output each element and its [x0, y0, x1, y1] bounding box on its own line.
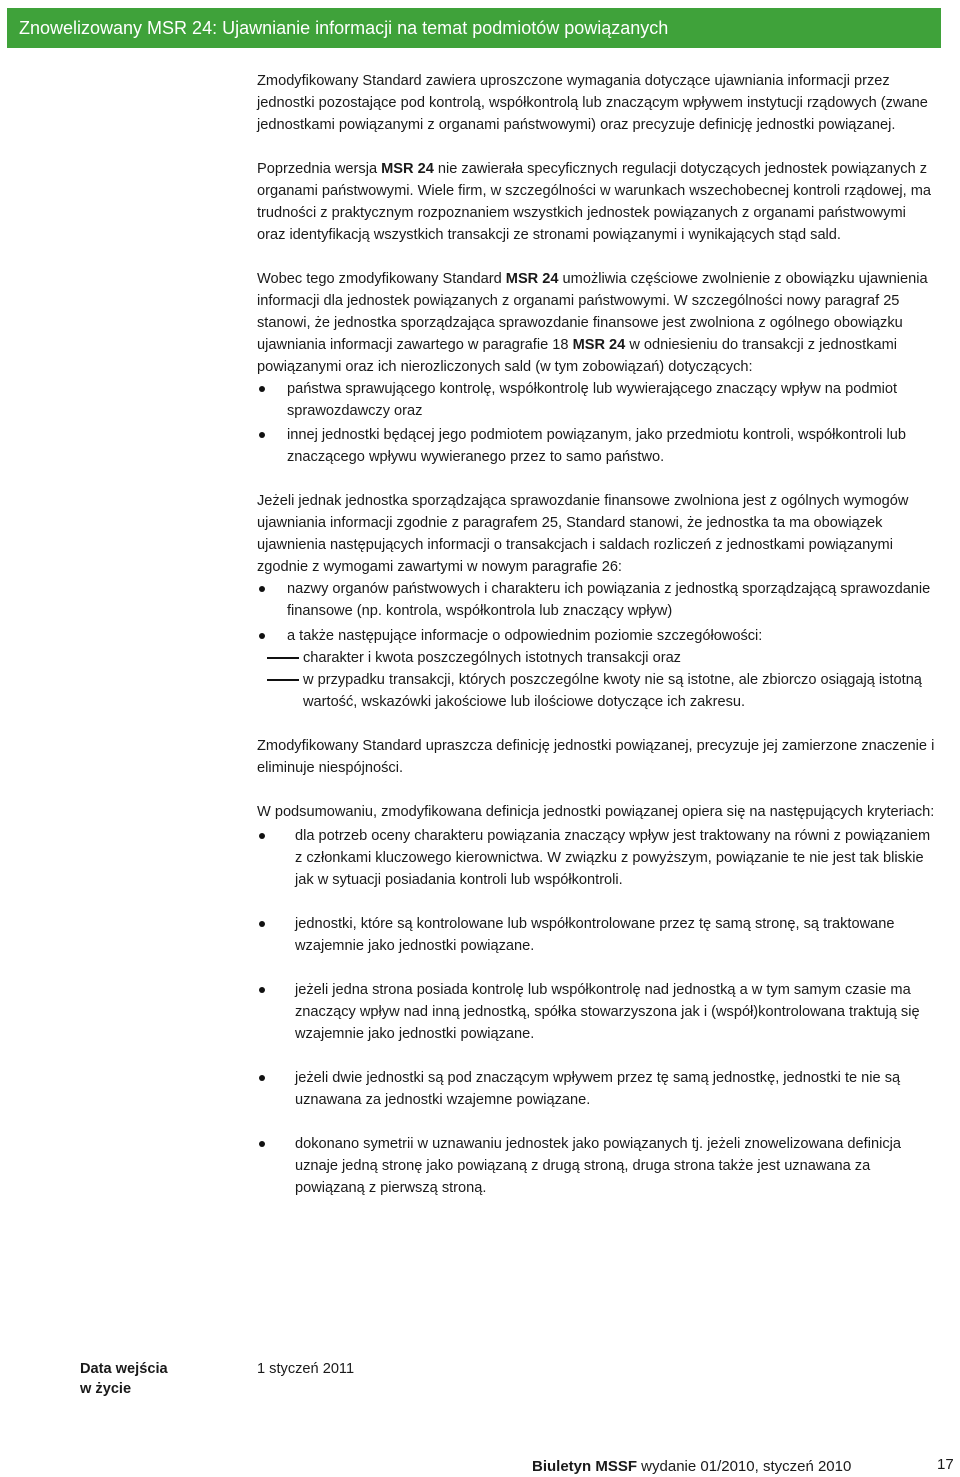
list-item: innej jednostki będącej jego podmiotem powiązanym, jako przedmiotu kontroli, współkontroli lub znaczącego wpływu wywieranego przez to samo państwo. [257, 424, 937, 468]
list-item: dla potrzeb oceny charakteru powiązania znaczący wpływ jest traktowany na równi z powiązaniem z członkami kluczowego kierownictwa. W związku z powyższym, powiązanie te nie jest tak bliskie jak w sytuacji posiadania kontroli lub współkontroli. [257, 825, 937, 891]
footer-edition: wydanie 01/2010, styczeń 2010 [637, 1458, 852, 1475]
page-title: Znowelizowany MSR 24: Ujawnianie informacji na temat podmiotów powiązanych [19, 18, 669, 38]
dash-item: charakter i kwota poszczególnych istotnych transakcji oraz [257, 647, 937, 669]
list-item: a także następujące informacje o odpowiednim poziomie szczegółowości: [257, 625, 937, 647]
list-item: dokonano symetrii w uznawaniu jednostek jako powiązanych tj. jeżeli znowelizowana definicja uznaje jedną stronę jako powiązaną z drugą stroną, druga strona także jest uznawana za powiązaną z pierwszą stroną. [257, 1133, 937, 1199]
paragraph-intro: Zmodyfikowany Standard zawiera uproszczone wymagania dotyczące ujawniania informacji przez jednostki pozostające pod kontrolą, współkontrolą lub znaczącym wpływem instytucji rządowych (zwane jednostkami powiązanymi z organami państwowymi) oraz precyzuje definicję jednostki powiązanej. [257, 73, 928, 133]
list-item: nazwy organów państwowych i charakteru ich powiązania z jednostką sporządzającą sprawozdanie finansowe (np. kontrola, współkontrola lub znaczący wpływ) [257, 578, 937, 622]
page-header [7, 8, 941, 48]
paragraph-summary: W podsumowaniu, zmodyfikowana definicja jednostki powiązanej opiera się na następujących kryteriach: [257, 804, 935, 820]
paragraph-simplification: Zmodyfikowany Standard upraszcza definicję jednostki powiązanej, precyzuje jej zamierzone znaczenie i eliminuje niespójności. [257, 738, 935, 776]
paragraph-previous-version: Poprzednia wersja MSR 24 nie zawierała specyficznych regulacji dotyczących jednostek powiązanych z organami państwowymi. Wiele firm, w szczególności w warunkach wszechobecnej kontroli rządowej, ma trudności z praktycznym rozpoznaniem wszystkich jednostek powiązanych z organami państwowymi oraz identyfikacją wszystkich transakcji ze stronami powiązanymi i wynikających stąd sald. [257, 161, 932, 243]
disclosure-list [257, 578, 937, 647]
dash-list [257, 647, 937, 713]
page-number: 17 [937, 1456, 954, 1473]
paragraph-paragraph-26: Jeżeli jednak jednostka sporządzająca sprawozdanie finansowe zwolniona jest z ogólnych wymogów ujawniania informacji zgodnie z paragrafem 25, Standard stanowi, że jednostka ta ma obowiązek ujawnienia następujących informacji o transakcjach i saldach rozliczeń z jednostkami powiązanymi zgodnie z wymogami zawartymi w nowym paragrafie 26: [257, 493, 909, 575]
effective-date-label: Data wejścia w życie [80, 1361, 168, 1397]
criteria-list [257, 825, 937, 1199]
article-body [257, 70, 937, 1199]
exemption-list [257, 378, 937, 468]
list-item: jeżeli jedna strona posiada kontrolę lub współkontrolę nad jednostką a w tym samym czasie ma znaczący wpływ nad inną jednostką, spółka stowarzyszona jak i (współ)kontrolowana traktują się wzajemnie jako jednostki powiązane. [257, 979, 937, 1045]
footer [532, 1457, 851, 1477]
footer-publication: Biuletyn MSSF [532, 1458, 638, 1475]
list-item: jeżeli dwie jednostki są pod znaczącym wpływem przez tę samą jednostkę, jednostki te nie są uznawana za jednostki wzajemne powiązane. [257, 1067, 937, 1111]
list-item: państwa sprawującego kontrolę, współkontrolę lub wywierającego znaczący wpływ na podmiot sprawozdawczy oraz [257, 378, 937, 422]
paragraph-exemption: Wobec tego zmodyfikowany Standard MSR 24 umożliwia częściowe zwolnienie z obowiązku ujawnienia informacji dla jednostek powiązanych z organami państwowymi. W szczególności nowy paragraf 25 stanowi, że jednostka sporządzająca sprawozdanie finansowe jest zwolniona z ogólnego obowiązku ujawniania informacji zawartego w paragrafie 18 MSR 24 w odniesieniu do transakcji z jednostkami powiązanymi oraz ich nierozliczonych sald (w tym zobowiązań) dotyczących: [257, 271, 928, 375]
list-item: jednostki, które są kontrolowane lub współkontrolowane przez tę samą stronę, są traktowane wzajemnie jako jednostki powiązane. [257, 913, 937, 957]
effective-date-value: 1 styczeń 2011 [257, 1361, 355, 1377]
dash-item: w przypadku transakcji, których poszczególne kwoty nie są istotne, ale zbiorczo osiągają istotną wartość, wskazówki jakościowe lub ilościowe dotyczące ich zakresu. [257, 669, 937, 713]
